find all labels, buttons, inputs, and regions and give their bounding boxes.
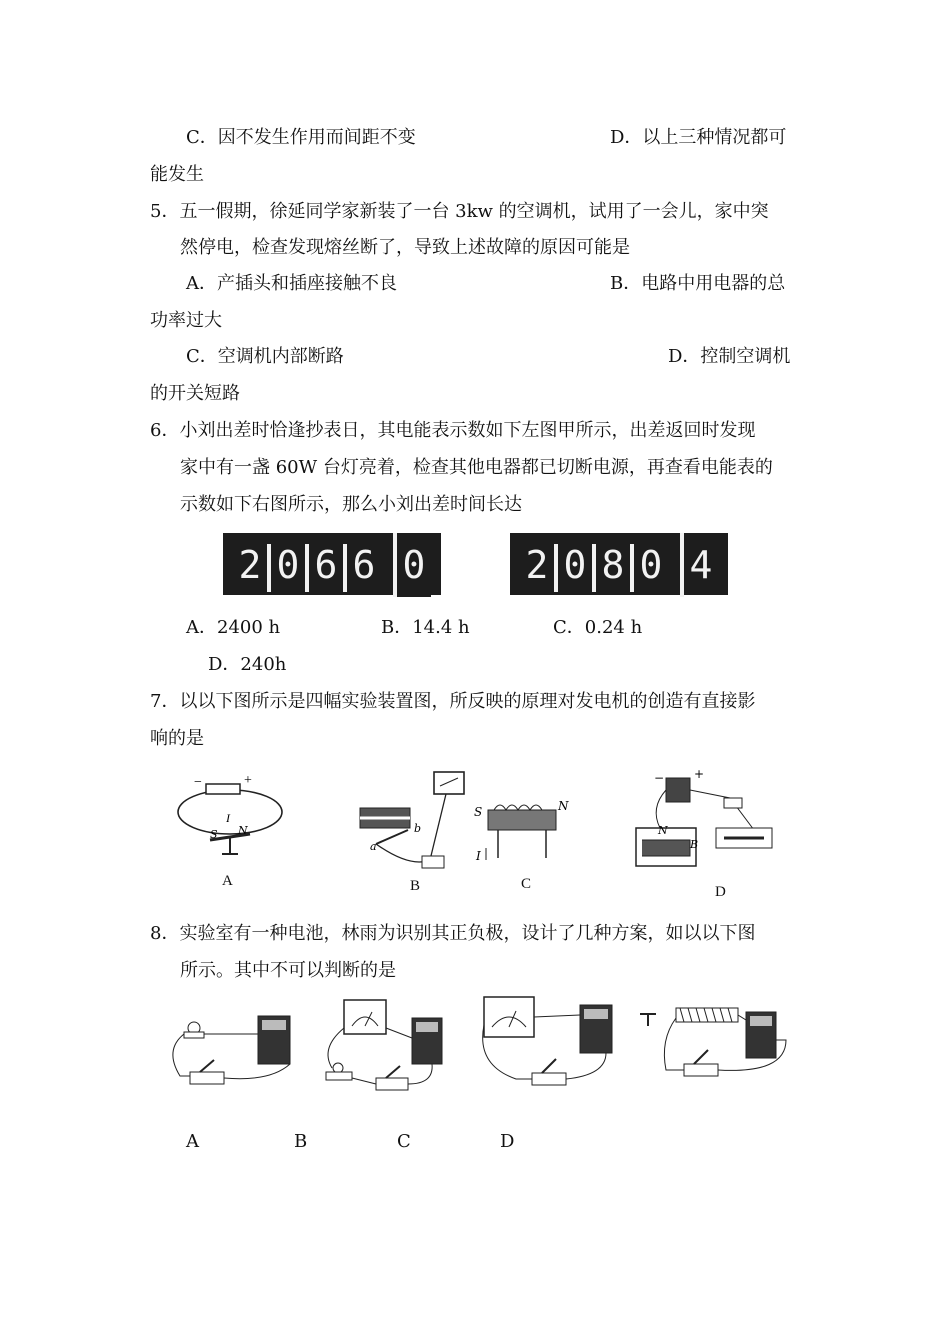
svg-text:a: a <box>370 840 377 853</box>
meter-reading-after <box>510 533 728 595</box>
q7-stem-line1: 7．以以下图所示是四幅实验装置图，所反映的原理对发电机的创造有直接影 <box>150 691 756 712</box>
q5-option-a: A．产插头和插座接触不良 <box>186 273 397 294</box>
svg-text:−: − <box>654 771 665 785</box>
svg-text:N: N <box>558 799 569 813</box>
svg-text:S: S <box>210 828 218 841</box>
q8-figure-c-voltmeter-circuit <box>476 995 626 1107</box>
q5-option-b: B．电路中用电器的总 <box>610 273 786 294</box>
q8-figure-a-label: A <box>186 1131 199 1152</box>
q4-option-d: D．以上三种情况都可 <box>610 127 787 148</box>
svg-text:b: b <box>414 822 422 835</box>
meter-before-digit: 0 <box>276 543 300 587</box>
q6-option-a: A．2400 h <box>186 617 281 638</box>
q7-figure-b-label: B <box>410 878 421 894</box>
svg-text:S: S <box>474 805 483 819</box>
q5-option-d: D．控制空调机 <box>668 346 791 367</box>
q6-option-d: D．240h <box>208 654 287 675</box>
q5-stem-line1: 5．五一假期，徐延同学家新装了一台 3kw 的空调机，试用了一会儿，家中突 <box>150 201 769 222</box>
svg-text:B: B <box>690 838 699 851</box>
q6-stem-line2: 家中有一盏 60W 台灯亮着，检查其他电器都已切断电源，再查看电能表的 <box>180 457 773 478</box>
q7-stem-line2: 响的是 <box>150 728 204 749</box>
q8-figure-d-label: D <box>500 1131 515 1152</box>
meter-after-digit: 0 <box>563 543 587 587</box>
q7-figure-c-coil <box>470 798 580 878</box>
q5-option-b-continued: 功率过大 <box>150 310 222 331</box>
q5-option-d-continued: 的开关短路 <box>150 383 240 404</box>
svg-text:N: N <box>658 824 668 837</box>
q6-stem-line1: 6．小刘出差时恰逢抄表日，其电能表示数如下左图甲所示，出差返回时发现 <box>150 420 756 441</box>
q5-stem-line2: 然停电，检查发现熔丝断了，导致上述故障的原因可能是 <box>180 237 630 258</box>
q8-figure-b-label: B <box>294 1131 308 1152</box>
q5-option-c: C．空调机内部断路 <box>186 346 344 367</box>
q4-option-d-continued: 能发生 <box>150 164 204 185</box>
q7-figure-d-label: D <box>715 884 726 900</box>
q6-stem-line3: 示数如下右图所示，那么小刘出差时间长达 <box>180 494 522 515</box>
meter-before-decimal: 0 <box>393 533 431 597</box>
q8-figure-c-label: C <box>397 1131 411 1152</box>
q6-option-c: C．0.24 h <box>553 617 643 638</box>
meter-before-digit: 2 <box>238 543 262 587</box>
q7-figure-a-label: A <box>222 873 233 889</box>
svg-text:+: + <box>694 768 705 781</box>
meter-after-digit: 8 <box>601 543 625 587</box>
q8-figure-d-solenoid-circuit <box>636 1000 796 1096</box>
q6-option-b: B．14.4 h <box>381 617 470 638</box>
svg-text:I: I <box>226 811 230 825</box>
svg-text:+: + <box>244 773 252 788</box>
meter-after-digit: 0 <box>639 543 663 587</box>
meter-before-digit: 6 <box>352 543 376 587</box>
svg-text:−: − <box>194 775 202 790</box>
svg-text:I: I <box>476 849 481 863</box>
meter-reading-before <box>223 533 441 595</box>
q7-figure-d-motor <box>620 768 790 876</box>
q8-stem-line2: 所示。其中不可以判断的是 <box>180 960 396 981</box>
q7-figure-b-induction <box>350 768 470 880</box>
meter-before-digit: 6 <box>314 543 338 587</box>
q8-figure-a-bulb-circuit <box>160 1010 300 1098</box>
meter-after-decimal: 4 <box>680 533 718 597</box>
meter-after-digit: 2 <box>525 543 549 587</box>
q4-option-c: C．因不发生作用而间距不变 <box>186 127 416 148</box>
q7-figure-c-label: C <box>521 876 532 892</box>
q8-figure-b-ammeter-circuit <box>314 998 454 1098</box>
svg-text:N: N <box>238 824 248 837</box>
q8-stem-line1: 8．实验室有一种电池，林雨为识别其正负极，设计了几种方案，如以以下图 <box>150 923 756 944</box>
